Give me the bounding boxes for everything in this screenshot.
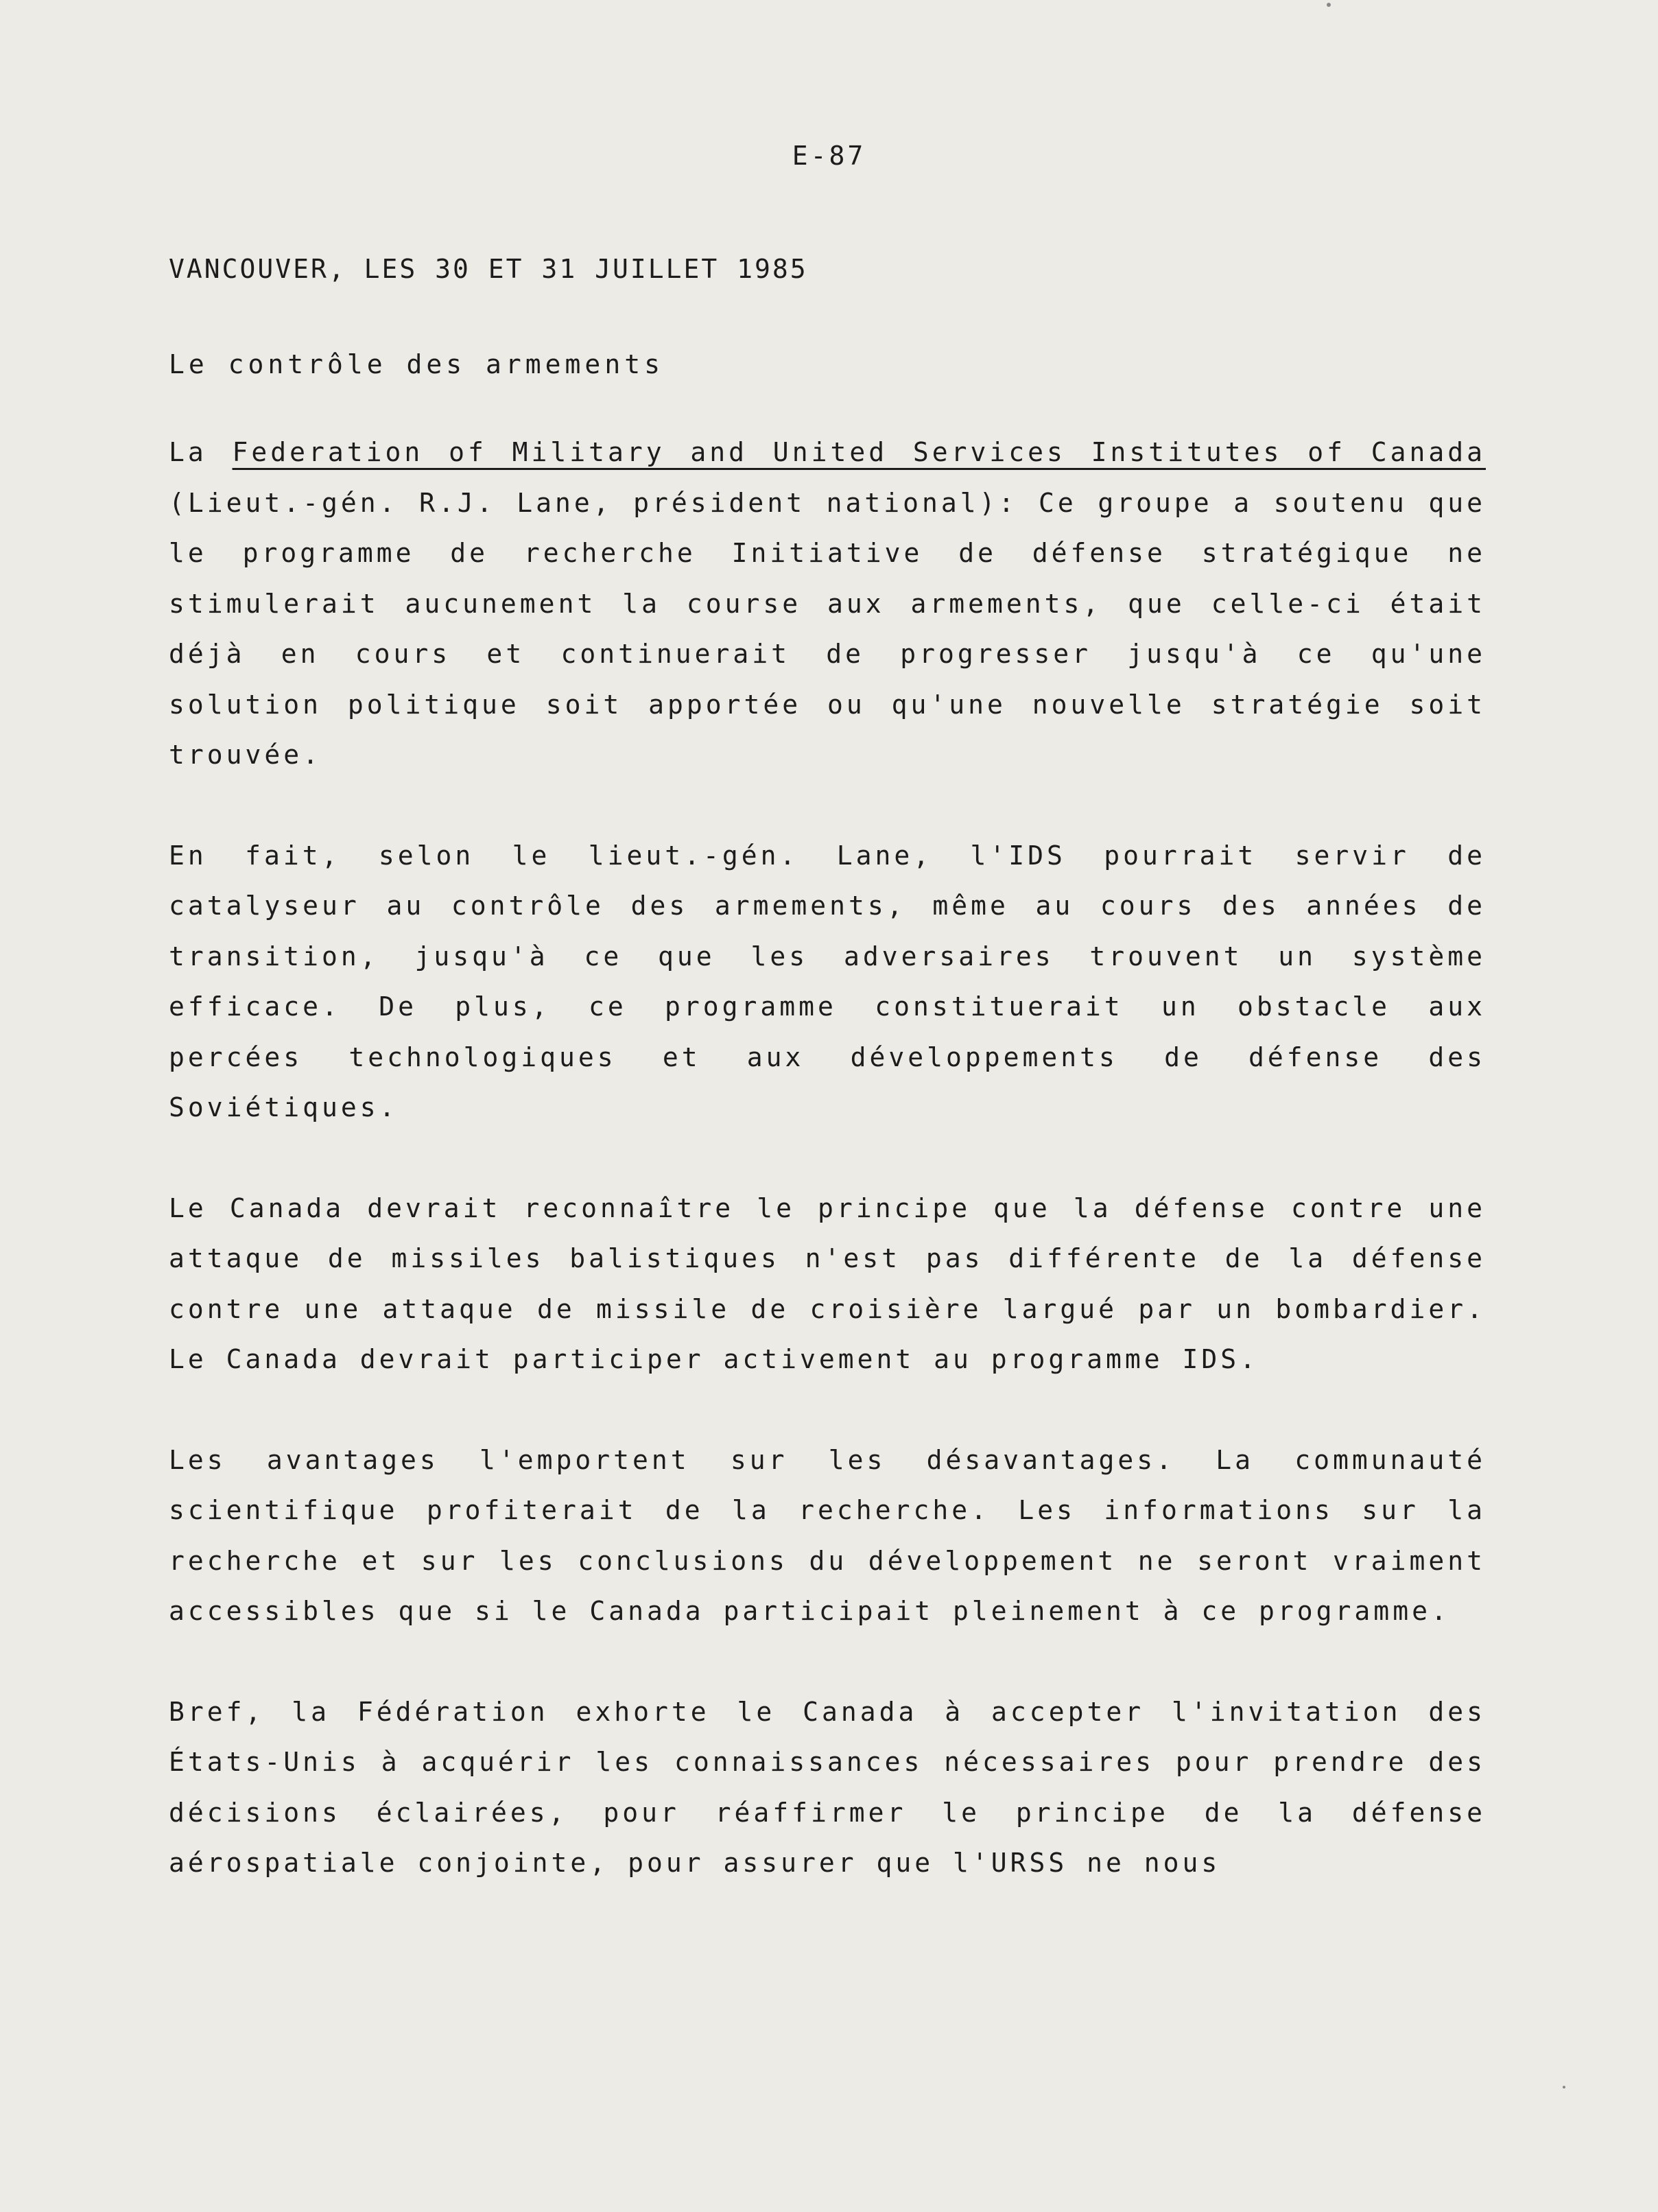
paragraph-2: En fait, selon le lieut.-gén. Lane, l'IDS pourrait servir de catalyseur au contrôle des armements, même au cours des années de transition, jusqu'à ce que les adversaires trouvent un système efficace. De plus, ce programme constituerait un obstacle aux percées technologiques et aux développements de défense des Soviétiques. xyxy=(169,840,1486,1122)
section-title: Le contrôle des armements xyxy=(169,349,664,379)
paragraph-1 xyxy=(169,427,1486,781)
organization-name: Federation of Military and United Services Institutes of Canada xyxy=(232,437,1486,467)
paragraph-1-text: (Lieut.-gén. R.J. Lane, président national): Ce groupe a soutenu que le programme de recherche Initiative de défense stratégique ne stimulerait aucunement la course aux armements, que celle-ci était déjà en cours et continuerait de progresser jusqu'à ce qu'une solution politique soit apportée ou qu'une nouvelle stratégie soit trouvée. xyxy=(169,487,1486,770)
paragraph-3: Le Canada devrait reconnaître le principe que la défense contre une attaque de missiles balistiques n'est pas différente de la défense contre une attaque de missile de croisière largué par un bombardier. Le Canada devrait participer activement au programme IDS. xyxy=(169,1192,1486,1374)
paragraph-5: Bref, la Fédération exhorte le Canada à accepter l'invitation des États-Unis à acquérir les connaissances nécessaires pour prendre des décisions éclairées, pour réaffirmer le principe de la défense aérospatiale conjointe, pour assurer que l'URSS ne nous xyxy=(169,1696,1486,1878)
scan-speck xyxy=(1327,3,1331,7)
page-number: E-87 xyxy=(792,141,866,171)
document-body xyxy=(169,254,1486,1939)
paragraph-1-prefix: La xyxy=(169,437,233,467)
paragraph-4: Les avantages l'emportent sur les désavantages. La communauté scientifique profiterait de la recherche. Les informations sur la recherche et sur les conclusions du développement ne seront vraiment accessibles que si le Canada participait pleinement à ce programme. xyxy=(169,1444,1486,1626)
location-date-heading: VANCOUVER, LES 30 ET 31 JUILLET 1985 xyxy=(169,254,808,284)
scan-speck xyxy=(1563,2086,1565,2089)
